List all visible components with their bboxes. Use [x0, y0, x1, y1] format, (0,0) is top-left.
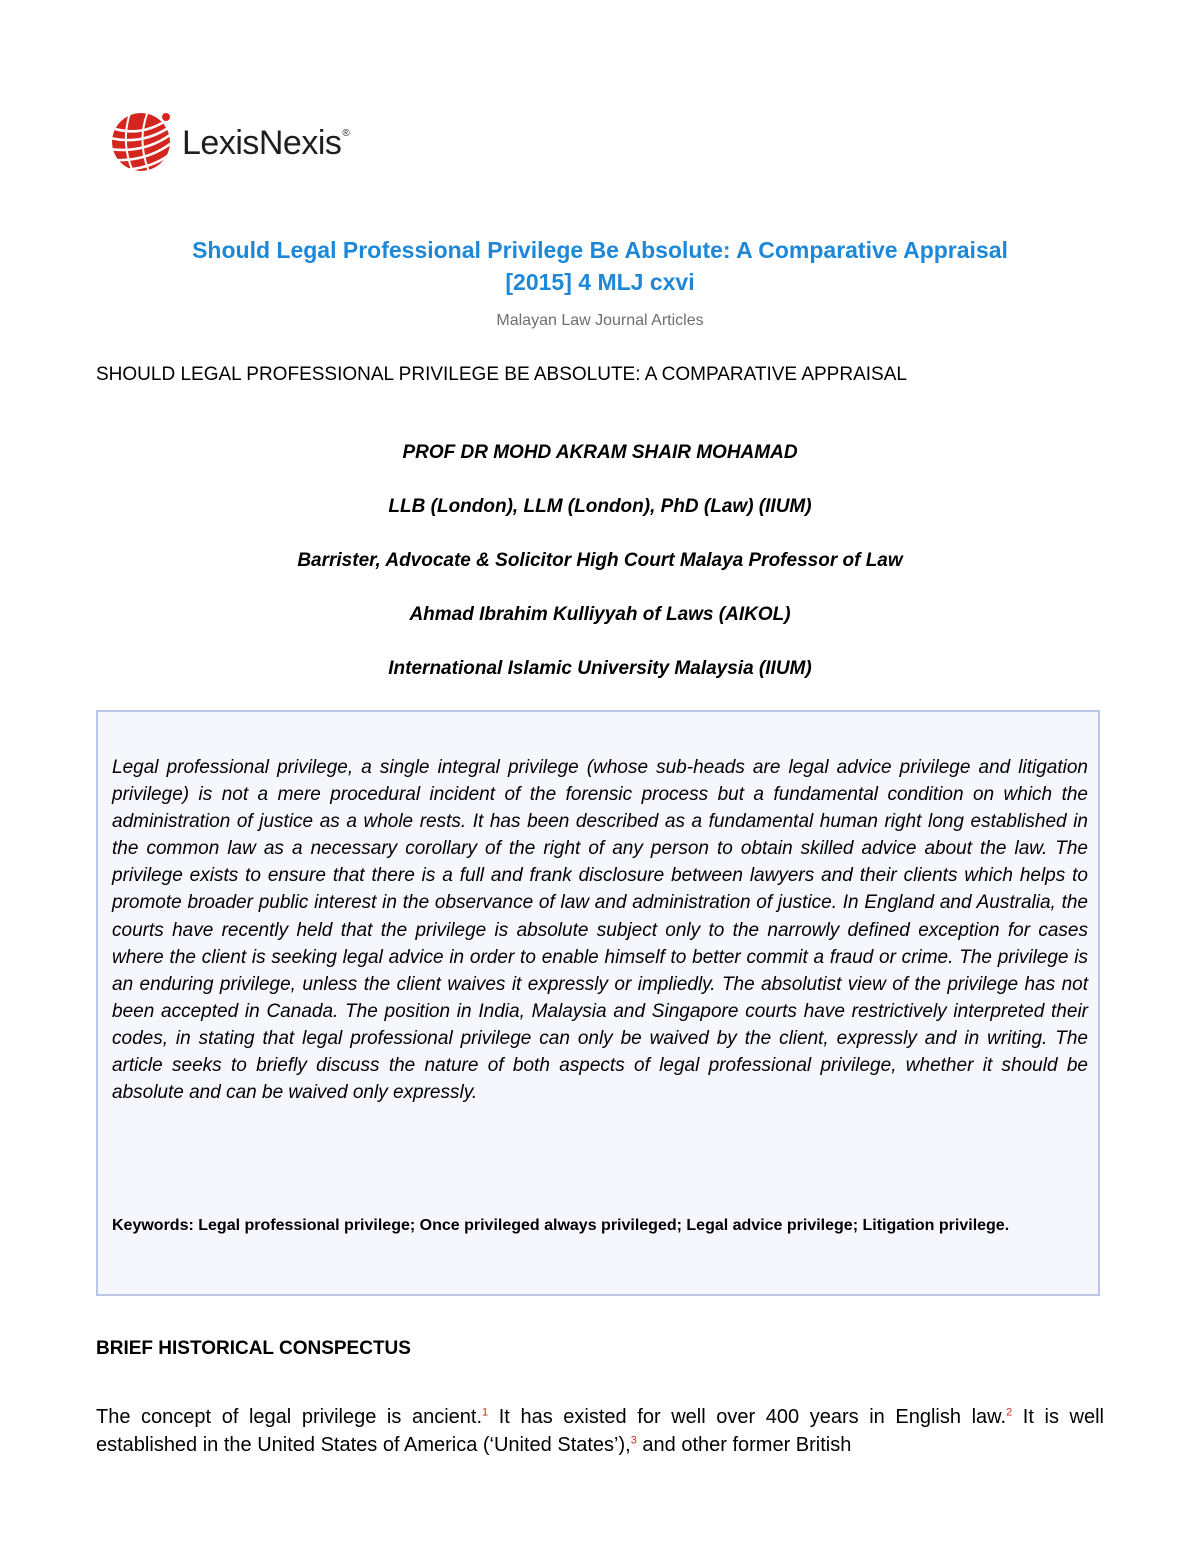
abstract-text: Legal professional privilege, a single integral privilege (whose sub-heads are legal advice privilege and litigation privilege) is not a mere procedural incident of the forensic process but a fundamental condition on which the administration of justice as a whole rests. It has been described as a fundamental human right long established in the common law as a necessary corollary of the right of any person to obtain skilled advice about the law. The privilege exists to ensure that there is a full and frank disclosure between lawyers and their clients which helps to promote broader public interest in the observance of law and administration of justice. In England and Australia, the courts have recently held that the privilege is absolute subject only to the narrowly defined exception for cases where the client is seeking legal advice in order to enable himself to better commit a fraud or crime. The privilege is an enduring privilege, unless the client waives it expressly or impliedly. The absolutist view of the privilege has not been accepted in Canada. The position in India, Malaysia and Singapore courts have restrictively interpreted their codes, in stating that legal professional privilege can only be waived by the client, expressly and in writing. The article seeks to briefly discuss the nature of both aspects of legal professional privilege, whether it should be absolute and can be waived only expressly. [112, 757, 1088, 1104]
footnote-ref-2[interactable]: 2 [1006, 1406, 1013, 1419]
body-text-segment: and other former British [636, 1434, 852, 1456]
lexisnexis-logo [108, 108, 349, 174]
citation: [2015] 4 MLJ cxvi [505, 269, 695, 295]
body-text-segment: The concept of legal privilege is ancient. [96, 1406, 483, 1428]
body-text-segment: It is well established in the United States of America (‘United States’), [96, 1406, 1104, 1456]
article-heading: SHOULD LEGAL PROFESSIONAL PRIVILEGE BE ABSOLUTE: A COMPARATIVE APPRAISAL [96, 364, 907, 385]
title-line-1: Should Legal Professional Privilege Be Absolute: A Comparative Appraisal [192, 237, 1008, 263]
author-position: Barrister, Advocate & Solicitor High Court Malaya Professor of Law [297, 550, 903, 571]
keywords: Keywords: Legal professional privilege; Once privileged always privileged; Legal advice privilege; Litigation privilege. [112, 1217, 1010, 1234]
abstract-box [96, 710, 1100, 1296]
author-university: International Islamic University Malaysia (IIUM) [388, 658, 812, 679]
footnote-ref-3[interactable]: 3 [630, 1434, 637, 1447]
source-label: Malayan Law Journal Articles [496, 312, 704, 329]
author-name: PROF DR MOHD AKRAM SHAIR MOHAMAD [402, 442, 798, 463]
lexisnexis-wordmark: LexisNexis® [182, 123, 350, 162]
footnote-ref-1[interactable]: 1 [482, 1406, 489, 1419]
author-degrees: LLB (London), LLM (London), PhD (Law) (IIUM) [388, 496, 812, 517]
body-text-segment: It has existed for well over 400 years in English law. [488, 1406, 1007, 1428]
lexisnexis-globe-icon [108, 108, 174, 174]
body-paragraph [96, 1403, 1104, 1459]
author-faculty: Ahmad Ibrahim Kulliyyah of Laws (AIKOL) [409, 604, 791, 625]
document-title [96, 234, 1104, 298]
section-heading: BRIEF HISTORICAL CONSPECTUS [96, 1338, 411, 1359]
